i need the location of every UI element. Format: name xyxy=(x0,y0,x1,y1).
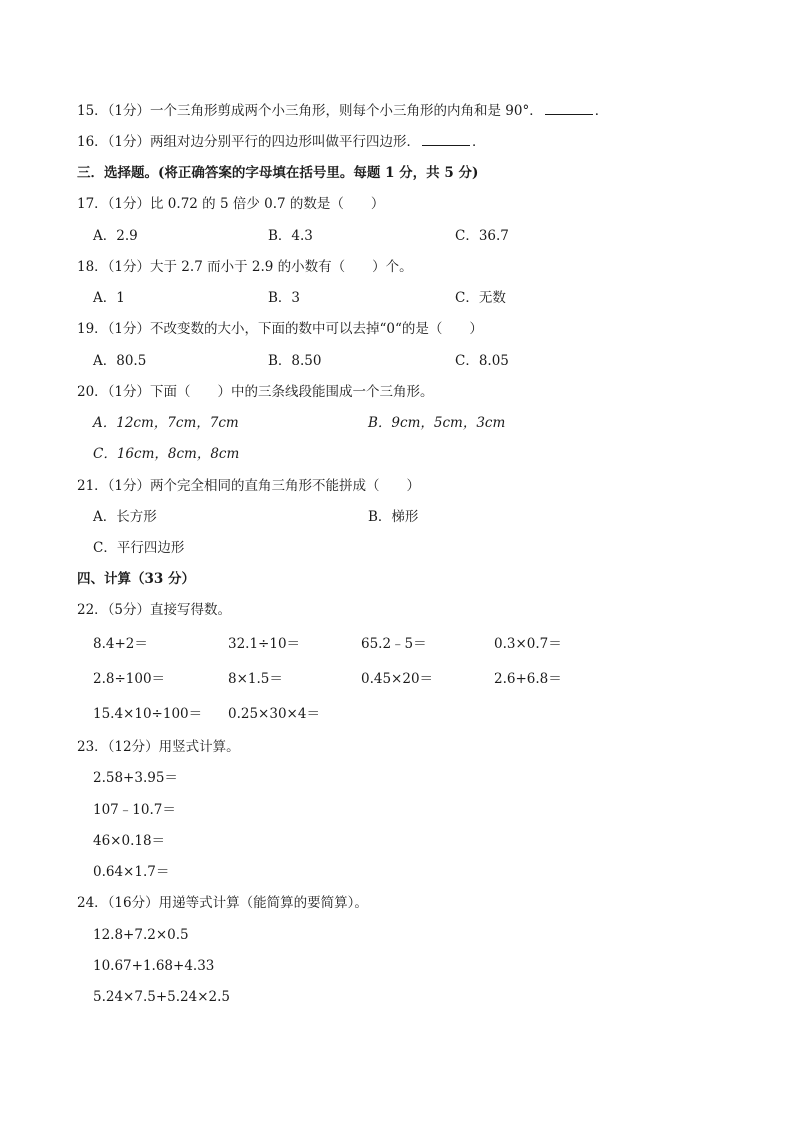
q23-item: 46×0.18＝ xyxy=(93,833,166,849)
q22-item: 0.3×0.7＝ xyxy=(494,636,562,652)
q22-item: 0.25×30×4＝ xyxy=(228,706,320,722)
q22-item: 8×1.5＝ xyxy=(228,671,283,687)
answer-blank-16[interactable] xyxy=(422,133,470,146)
question-17-option-c[interactable]: C．36.7 xyxy=(455,228,509,244)
question-15-text: 15．（1分）一个三角形剪成两个小三角形，则每个小三角形的内角和是 90°． xyxy=(77,103,543,119)
q23-item: 107﹣10.7＝ xyxy=(93,802,176,818)
q24-item: 12.8+7.2×0.5 xyxy=(93,927,189,943)
question-20-stem: 20．（1分）下面（ ）中的三条线段能围成一个三角形。 xyxy=(77,384,434,400)
section-4-heading: 四、计算（33 分） xyxy=(77,571,195,587)
q22-item: 65.2﹣5＝ xyxy=(361,636,427,652)
question-17-stem: 17．（1分）比 0.72 的 5 倍少 0.7 的数是（ ） xyxy=(77,196,385,212)
question-19-option-c[interactable]: C．8.05 xyxy=(455,353,509,369)
question-21-option-a[interactable]: A．长方形 xyxy=(93,509,157,525)
question-21-option-c[interactable]: C．平行四边形 xyxy=(93,540,185,556)
q22-item: 0.45×20＝ xyxy=(361,671,434,687)
q22-item: 32.1÷10＝ xyxy=(228,636,301,652)
q22-item: 15.4×10÷100＝ xyxy=(93,706,203,722)
question-21-option-b[interactable]: B．梯形 xyxy=(368,509,419,525)
question-24-stem: 24．（16分）用递等式计算（能简算的要简算）。 xyxy=(77,895,368,911)
question-18-option-c[interactable]: C．无数 xyxy=(455,290,506,306)
question-18-option-a[interactable]: A．1 xyxy=(93,290,125,306)
answer-blank-15[interactable] xyxy=(545,102,593,115)
question-21-stem: 21．（1分）两个完全相同的直角三角形不能拼成（ ） xyxy=(77,478,421,494)
question-20-option-a[interactable]: A．12cm，7cm，7cm xyxy=(93,415,239,431)
question-15-tail: ． xyxy=(594,103,609,119)
q22-item: 2.6+6.8＝ xyxy=(494,671,562,687)
question-18-stem: 18．（1分）大于 2.7 而小于 2.9 的小数有（ ）个。 xyxy=(77,259,413,275)
question-19-stem: 19．（1分）不改变数的大小，下面的数中可以去掉“0“的是（ ） xyxy=(77,321,483,337)
question-15 xyxy=(77,102,608,120)
q22-item: 8.4+2＝ xyxy=(93,636,148,652)
question-19-option-a[interactable]: A．80.5 xyxy=(93,353,147,369)
question-17-option-a[interactable]: A．2.9 xyxy=(93,228,138,244)
question-18-option-b[interactable]: B．3 xyxy=(268,290,301,306)
question-16 xyxy=(77,133,486,151)
question-20-option-b[interactable]: B．9cm，5cm，3cm xyxy=(368,415,506,431)
question-19-option-b[interactable]: B．8.50 xyxy=(268,353,322,369)
section-3-heading: 三．选择题。(将正确答案的字母填在括号里。每题 1 分，共 5 分) xyxy=(77,165,479,181)
question-16-tail: ． xyxy=(472,134,486,150)
question-22-stem: 22．（5分）直接写得数。 xyxy=(77,602,232,618)
question-17-option-b[interactable]: B．4.3 xyxy=(268,228,313,244)
q23-item: 2.58+3.95＝ xyxy=(93,770,178,786)
q24-item: 5.24×7.5+5.24×2.5 xyxy=(93,989,230,1005)
question-23-stem: 23．（12分）用竖式计算。 xyxy=(77,739,240,755)
question-20-option-c[interactable]: C．16cm，8cm，8cm xyxy=(93,446,240,462)
question-16-text: 16．（1分）两组对边分别平行的四边形叫做平行四边形． xyxy=(77,134,421,150)
q23-item: 0.64×1.7＝ xyxy=(93,864,170,880)
q24-item: 10.67+1.68+4.33 xyxy=(93,958,215,974)
q22-item: 2.8÷100＝ xyxy=(93,671,166,687)
